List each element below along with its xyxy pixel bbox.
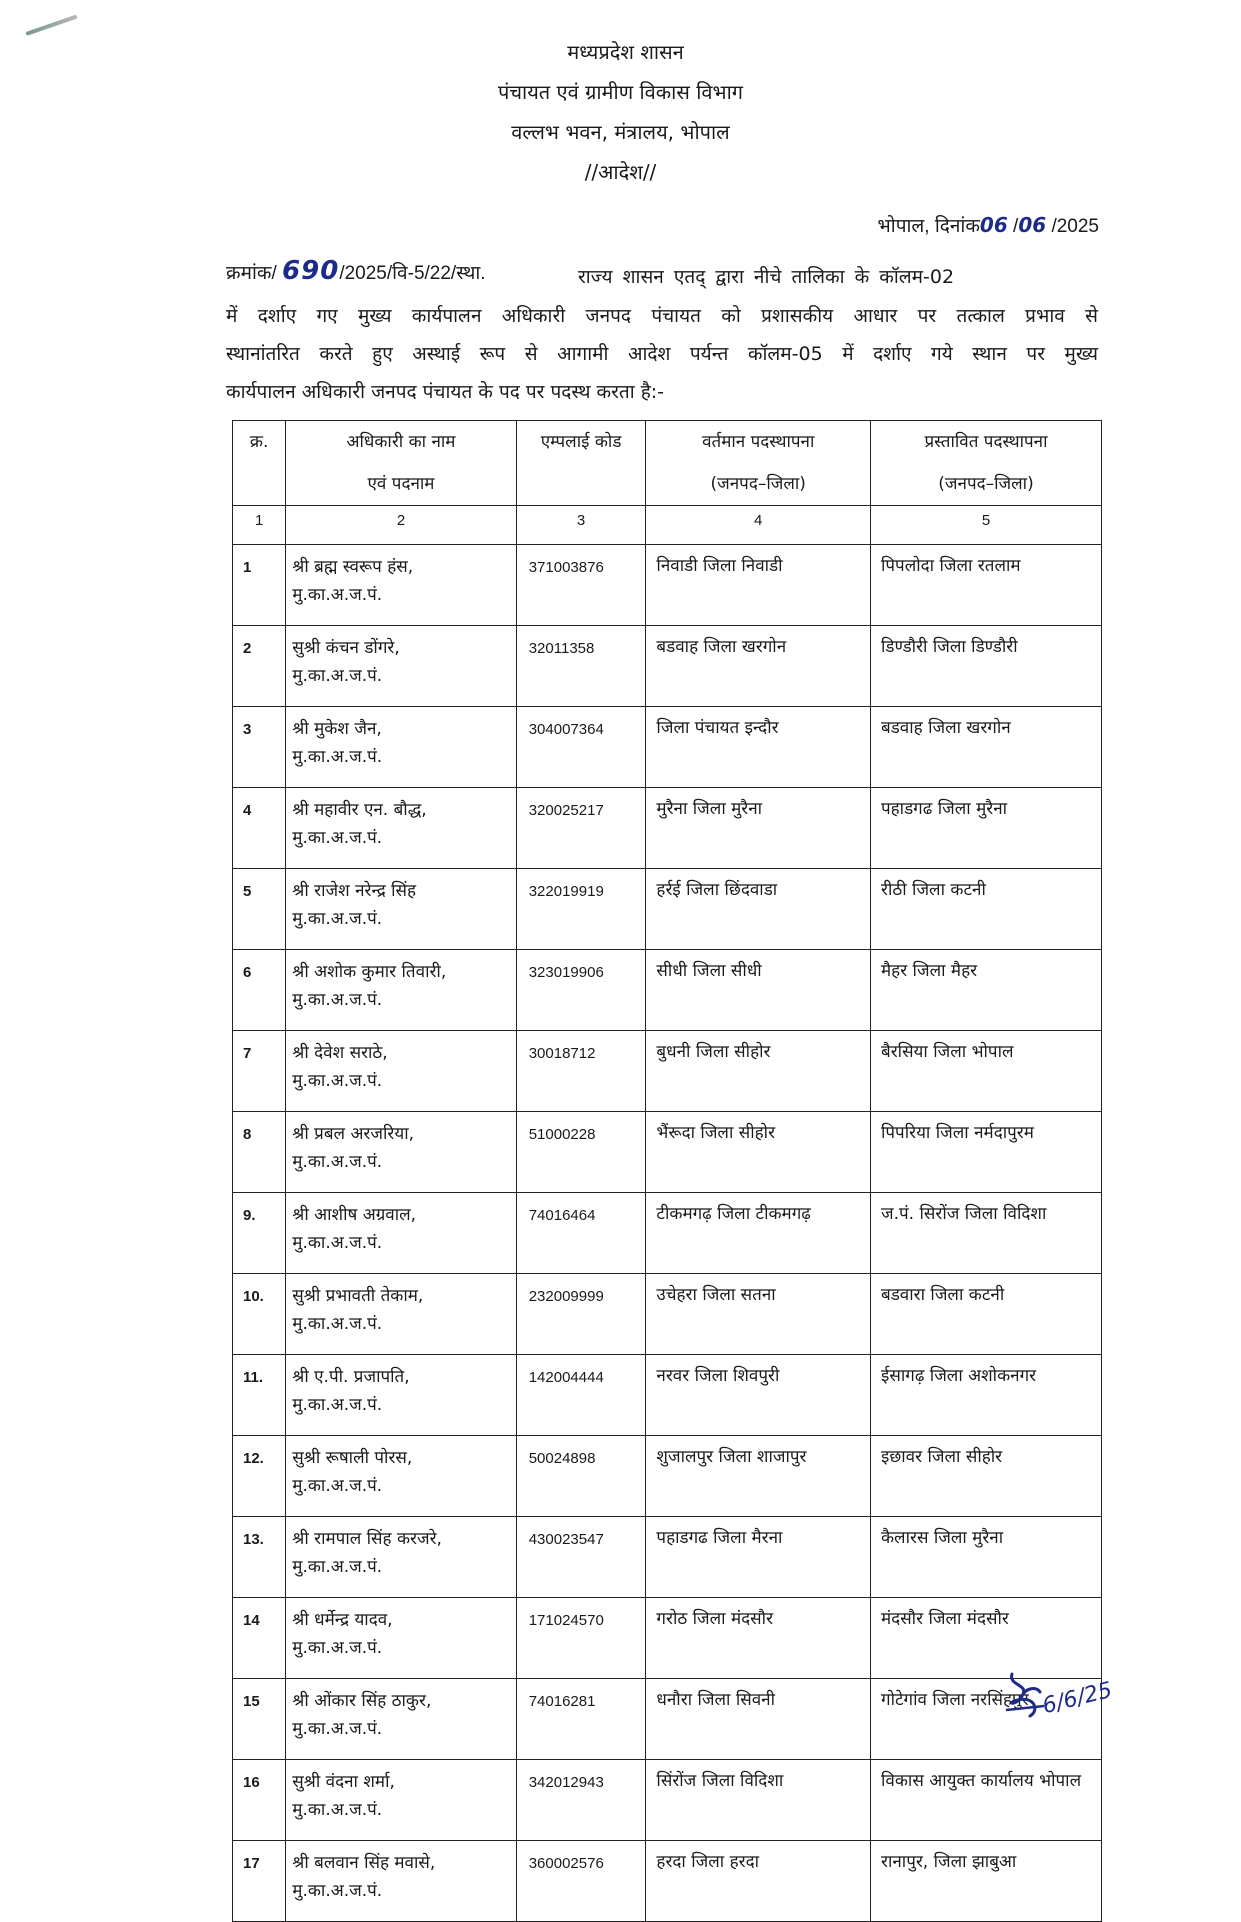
body-line-3: स्थानांतरित करते हुए अस्थाई रूप से आगामी आदेश पर्यन्त कॉलम-05 में दर्शाए गये स्थान पर मुख्य — [226, 343, 1098, 365]
table-row — [233, 1760, 1102, 1841]
officer-name: श्री ए.पी. प्रजापति, — [292, 1367, 410, 1387]
row-serial: 9. — [233, 1193, 286, 1274]
col-number: 1 — [233, 506, 286, 545]
row-serial: 17 — [233, 1841, 286, 1922]
employee-code: 342012943 — [516, 1760, 646, 1841]
current-posting: मुरैना जिला मुरैना — [646, 788, 871, 869]
officer-cell — [286, 707, 516, 788]
table-row — [233, 1355, 1102, 1436]
current-posting: निवाडी जिला निवाडी — [646, 545, 871, 626]
officer-name: श्री धर्मेन्द्र यादव, — [292, 1610, 393, 1630]
employee-code: 232009999 — [516, 1274, 646, 1355]
proposed-posting: बडवाह जिला खरगोन — [871, 707, 1102, 788]
row-serial: 4 — [233, 788, 286, 869]
current-posting: हर्रई जिला छिंदवाडा — [646, 869, 871, 950]
officer-designation: मु.का.अ.ज.पं. — [292, 1638, 383, 1658]
employee-code: 50024898 — [516, 1436, 646, 1517]
employee-code: 430023547 — [516, 1517, 646, 1598]
order-number: 690 — [282, 256, 340, 286]
officer-designation: मु.का.अ.ज.पं. — [292, 828, 383, 848]
table-row — [233, 950, 1102, 1031]
proposed-posting: मंदसौर जिला मंदसौर — [871, 1598, 1102, 1679]
header-code: एम्पलाई कोड — [516, 421, 646, 506]
table-row — [233, 1112, 1102, 1193]
proposed-posting: बडवारा जिला कटनी — [871, 1274, 1102, 1355]
proposed-posting: पिपलोदा जिला रतलाम — [871, 545, 1102, 626]
row-serial: 13. — [233, 1517, 286, 1598]
proposed-posting: रानापुर, जिला झाबुआ — [871, 1841, 1102, 1922]
govt-name: मध्यप्रदेश शासन — [567, 40, 684, 64]
row-serial: 5 — [233, 869, 286, 950]
officer-designation: मु.का.अ.ज.पं. — [292, 585, 383, 605]
officer-designation: मु.का.अ.ज.पं. — [292, 747, 383, 767]
employee-code: 30018712 — [516, 1031, 646, 1112]
proposed-posting: रीठी जिला कटनी — [871, 869, 1102, 950]
order-title: //आदेश// — [584, 160, 657, 184]
proposed-posting: पिपरिया जिला नर्मदापुरम — [871, 1112, 1102, 1193]
current-posting: बडवाह जिला खरगोन — [646, 626, 871, 707]
officer-name: सुश्री कंचन डोंगरे, — [292, 638, 400, 658]
table-row — [233, 1598, 1102, 1679]
officer-designation: मु.का.अ.ज.पं. — [292, 990, 383, 1010]
table-row — [233, 1436, 1102, 1517]
body-line-1: राज्य शासन एतद् द्वारा नीचे तालिका के कॉलम-02 — [578, 266, 955, 288]
current-posting: धनौरा जिला सिवनी — [646, 1679, 871, 1760]
officer-name: श्री प्रबल अरजरिया, — [292, 1124, 415, 1144]
date-line — [877, 212, 1099, 238]
proposed-posting: गोटेगांव जिला नरसिंहपुर — [871, 1679, 1102, 1760]
order-number-line — [226, 256, 486, 286]
date-prefix: भोपाल, दिनांक — [877, 216, 980, 237]
header-current: वर्तमान पदस्थापना (जनपद–जिला) — [646, 421, 871, 506]
employee-code: 142004444 — [516, 1355, 646, 1436]
officer-name: सुश्री रूषाली पोरस, — [292, 1448, 413, 1468]
body-line-2: में दर्शाए गए मुख्य कार्यपालन अधिकारी जनपद पंचायत को प्रशासकीय आधार पर तत्काल प्रभाव से — [226, 305, 1098, 327]
table-row — [233, 788, 1102, 869]
officer-designation: मु.का.अ.ज.पं. — [292, 1719, 383, 1739]
row-serial: 8 — [233, 1112, 286, 1193]
officer-name: श्री बलवान सिंह मवासे, — [292, 1853, 436, 1873]
officer-name: श्री महावीर एन. बौद्ध, — [292, 800, 427, 820]
row-serial: 10. — [233, 1274, 286, 1355]
current-posting: शुजालपुर जिला शाजापुर — [646, 1436, 871, 1517]
officer-cell — [286, 1436, 516, 1517]
proposed-posting: इछावर जिला सीहोर — [871, 1436, 1102, 1517]
row-serial: 6 — [233, 950, 286, 1031]
col-number: 3 — [516, 506, 646, 545]
employee-code: 304007364 — [516, 707, 646, 788]
current-posting: नरवर जिला शिवपुरी — [646, 1355, 871, 1436]
officer-designation: मु.का.अ.ज.पं. — [292, 1557, 383, 1577]
col-number: 4 — [646, 506, 871, 545]
table-row — [233, 1193, 1102, 1274]
employee-code: 74016281 — [516, 1679, 646, 1760]
officer-name: श्री देवेश सराठे, — [292, 1043, 388, 1063]
officer-name: श्री राजेश नरेन्द्र सिंह — [292, 881, 417, 901]
proposed-posting: कैलारस जिला मुरैना — [871, 1517, 1102, 1598]
signature-date: 6/6/25 — [1040, 1677, 1115, 1720]
table-row — [233, 1274, 1102, 1355]
employee-code: 74016464 — [516, 1193, 646, 1274]
order-suffix: /2025/वि-5/22/स्था. — [339, 263, 486, 284]
officer-name: सुश्री वंदना शर्मा, — [292, 1772, 395, 1792]
officer-cell — [286, 1112, 516, 1193]
current-posting: पहाडगढ जिला मैरना — [646, 1517, 871, 1598]
proposed-posting: ईसागढ़ जिला अशोकनगर — [871, 1355, 1102, 1436]
row-serial: 12. — [233, 1436, 286, 1517]
current-posting: सीधी जिला सीधी — [646, 950, 871, 1031]
officer-name: सुश्री प्रभावती तेकाम, — [292, 1286, 424, 1306]
officer-name: श्री ओंकार सिंह ठाकुर, — [292, 1691, 432, 1711]
table-row — [233, 869, 1102, 950]
proposed-posting: डिण्डौरी जिला डिण्डौरी — [871, 626, 1102, 707]
officer-name: श्री ब्रह्म स्वरूप हंस, — [292, 557, 414, 577]
officer-cell — [286, 869, 516, 950]
officer-designation: मु.का.अ.ज.पं. — [292, 1314, 383, 1334]
table-row — [233, 626, 1102, 707]
col-number: 5 — [871, 506, 1102, 545]
employee-code: 320025217 — [516, 788, 646, 869]
employee-code: 323019906 — [516, 950, 646, 1031]
order-prefix: क्रमांक/ — [226, 263, 283, 284]
date-month: 06 — [1018, 213, 1047, 237]
employee-code: 171024570 — [516, 1598, 646, 1679]
officer-cell — [286, 626, 516, 707]
officer-name: श्री मुकेश जैन, — [292, 719, 382, 739]
header-name: अधिकारी का नाम एवं पदनाम — [286, 421, 516, 506]
letterhead — [0, 32, 1241, 192]
employee-code: 360002576 — [516, 1841, 646, 1922]
officer-name: श्री रामपाल सिंह करजरे, — [292, 1529, 442, 1549]
current-posting: भैंरूदा जिला सीहोर — [646, 1112, 871, 1193]
table-row — [233, 1517, 1102, 1598]
row-serial: 15 — [233, 1679, 286, 1760]
officer-designation: मु.का.अ.ज.पं. — [292, 909, 383, 929]
employee-code: 371003876 — [516, 545, 646, 626]
officer-designation: मु.का.अ.ज.पं. — [292, 1881, 383, 1901]
officer-cell — [286, 545, 516, 626]
officer-designation: मु.का.अ.ज.पं. — [292, 1152, 383, 1172]
employee-code: 32011358 — [516, 626, 646, 707]
row-serial: 2 — [233, 626, 286, 707]
table-header-row — [233, 421, 1102, 506]
officer-cell — [286, 1841, 516, 1922]
transfer-table — [232, 420, 1102, 1922]
proposed-posting: बैरसिया जिला भोपाल — [871, 1031, 1102, 1112]
officer-cell — [286, 1274, 516, 1355]
date-year: /2025 — [1046, 216, 1099, 237]
current-posting: जिला पंचायत इन्दौर — [646, 707, 871, 788]
current-posting: सिंरोंज जिला विदिशा — [646, 1760, 871, 1841]
officer-name: श्री अशोक कुमार तिवारी, — [292, 962, 447, 982]
date-sep: / — [1007, 216, 1019, 237]
officer-name: श्री आशीष अग्रवाल, — [292, 1205, 417, 1225]
officer-cell — [286, 1031, 516, 1112]
row-serial: 11. — [233, 1355, 286, 1436]
officer-designation: मु.का.अ.ज.पं. — [292, 1071, 383, 1091]
officer-cell — [286, 950, 516, 1031]
officer-designation: मु.का.अ.ज.पं. — [292, 1233, 383, 1253]
body-line-4: कार्यपालन अधिकारी जनपद पंचायत के पद पर पदस्थ करता है:- — [226, 381, 665, 403]
officer-designation: मु.का.अ.ज.पं. — [292, 666, 383, 686]
col-number: 2 — [286, 506, 516, 545]
officer-designation: मु.का.अ.ज.पं. — [292, 1476, 383, 1496]
officer-designation: मु.का.अ.ज.पं. — [292, 1395, 383, 1415]
office-address: वल्लभ भवन, मंत्रालय, भोपाल — [511, 120, 730, 144]
proposed-posting: मैहर जिला मैहर — [871, 950, 1102, 1031]
employee-code: 322019919 — [516, 869, 646, 950]
header-sn: क्र. — [233, 421, 286, 506]
proposed-posting: पहाडगढ जिला मुरैना — [871, 788, 1102, 869]
proposed-posting: ज.पं. सिरोंज जिला विदिशा — [871, 1193, 1102, 1274]
table-row — [233, 707, 1102, 788]
column-number-row — [233, 506, 1102, 545]
officer-cell — [286, 1760, 516, 1841]
current-posting: गरोठ जिला मंदसौर — [646, 1598, 871, 1679]
current-posting: उचेहरा जिला सतना — [646, 1274, 871, 1355]
proposed-posting: विकास आयुक्त कार्यालय भोपाल — [871, 1760, 1102, 1841]
current-posting: टीकमगढ़ जिला टीकमगढ़ — [646, 1193, 871, 1274]
officer-designation: मु.का.अ.ज.पं. — [292, 1800, 383, 1820]
header-proposed: प्रस्तावित पदस्थापना (जनपद–जिला) — [871, 421, 1102, 506]
employee-code: 51000228 — [516, 1112, 646, 1193]
row-serial: 14 — [233, 1598, 286, 1679]
row-serial: 16 — [233, 1760, 286, 1841]
department-name: पंचायत एवं ग्रामीण विकास विभाग — [497, 80, 744, 104]
table-row — [233, 1031, 1102, 1112]
current-posting: हरदा जिला हरदा — [646, 1841, 871, 1922]
officer-cell — [286, 788, 516, 869]
officer-cell — [286, 1679, 516, 1760]
row-serial: 7 — [233, 1031, 286, 1112]
table-row — [233, 1841, 1102, 1922]
table-row — [233, 1679, 1102, 1760]
officer-cell — [286, 1517, 516, 1598]
date-day: 06 — [979, 213, 1008, 237]
table-row — [233, 545, 1102, 626]
officer-cell — [286, 1355, 516, 1436]
officer-cell — [286, 1598, 516, 1679]
row-serial: 3 — [233, 707, 286, 788]
row-serial: 1 — [233, 545, 286, 626]
current-posting: बुधनी जिला सीहोर — [646, 1031, 871, 1112]
officer-cell — [286, 1193, 516, 1274]
